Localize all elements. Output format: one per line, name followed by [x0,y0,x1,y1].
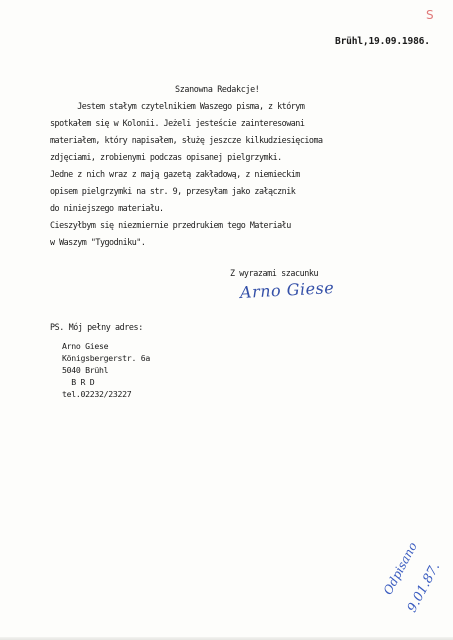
body-line: Cieszyłbym się niezmiernie przedrukiem tego Materiału [50,220,291,230]
handwritten-note-answered: Odpisano [380,539,420,597]
handwritten-note-date: 9.01.87. [404,560,444,615]
address-line: Königsbergerstr. 6a [62,353,150,363]
address-line: tel.02232/23227 [62,389,132,399]
address-line: Arno Giese [62,341,109,351]
body-line: zdjęciami, zrobienymi podczas opisanej pielgrzymki. [50,152,282,162]
salutation: Szanowna Redakcje! [175,84,260,94]
body-line: spotkałem się w Kolonii. Jeżeli jesteście zainteresowani [50,118,305,128]
handwritten-signature: Arno Giese [239,278,335,302]
postscript-label: PS. Mój pełny adres: [50,322,143,332]
address-line: B R D [62,377,95,387]
closing-phrase: Z wyrazami szacunku [230,268,319,278]
body-line: materiałem, który napisałem, służę jeszcze kilkudziesięcioma [50,135,323,145]
address-line: 5040 Brühl [62,365,109,375]
body-line: Jedne z nich wraz z mają gazetą zakładową, z niemieckim [50,169,300,179]
body-line: Jestem stałym czytelnikiem Waszego pisma, z którym [50,101,305,111]
corner-pencil-mark: S [426,8,434,22]
body-line: w Waszym "Tygodniku". [50,237,146,247]
letter-date: Brühl,19.09.1986. [335,36,430,47]
body-line: do niniejszego materiału. [50,203,164,213]
body-line: opisem pielgrzymki na str. 9, przesyłam jako załącznik [50,186,296,196]
